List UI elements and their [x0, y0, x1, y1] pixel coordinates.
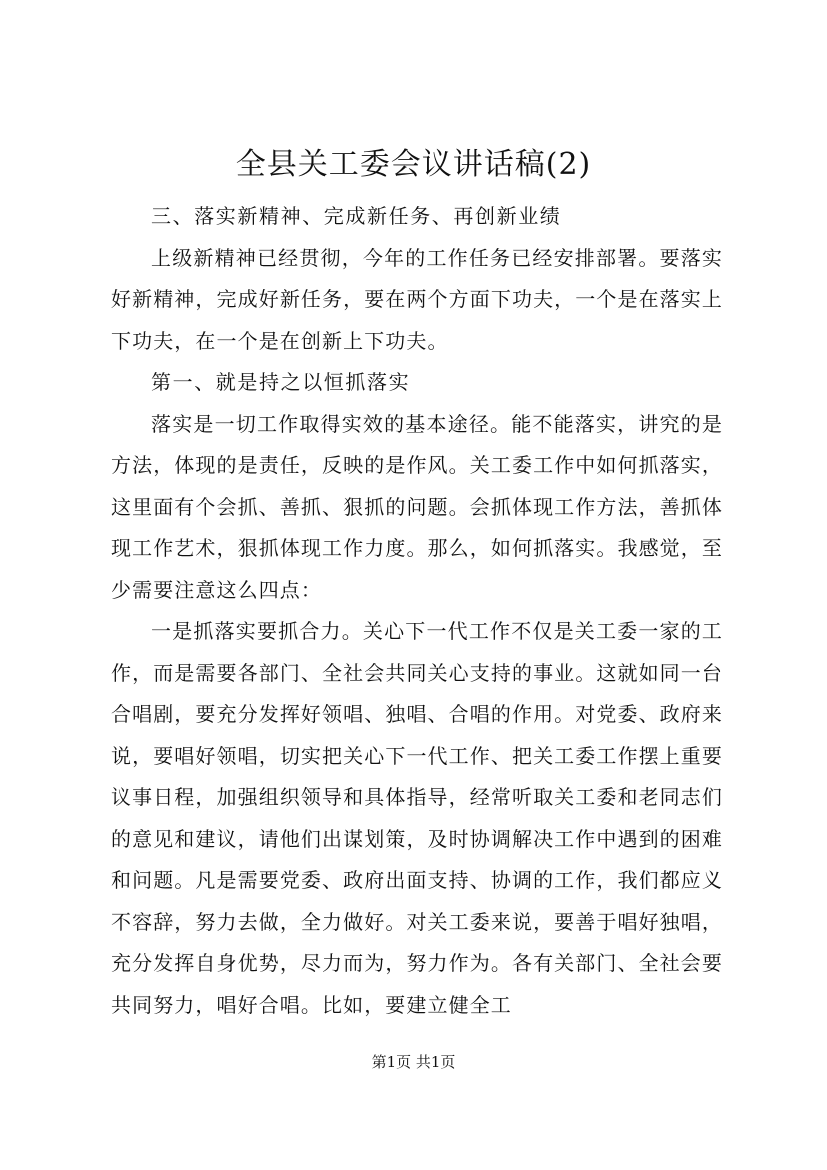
- document-body: [111, 196, 723, 1026]
- page-title: 全县关工委会议讲话稿(2): [235, 147, 592, 182]
- section-heading: 三、落实新精神、完成新任务、再创新业绩: [151, 204, 562, 228]
- paragraph: 落实是一切工作取得实效的基本途径。能不能落实，讲究的是方法，体现的是责任，反映的是作风。关工委工作中如何抓落实，这里面有个会抓、善抓、狠抓的问题。会抓体现工作方法，善抓体现工作艺术，狠抓体现工作力度。那么，如何抓落实。我感觉，至少需要注意这么四点：: [111, 411, 723, 602]
- page-footer: 第1页 共1页: [371, 1053, 456, 1071]
- paragraph: 上级新精神已经贯彻，今年的工作任务已经安排部署。要落实好新精神，完成好新任务，要在两个方面下功夫，一个是在落实上下功夫，在一个是在创新上下功夫。: [111, 245, 723, 353]
- subsection-heading: 第一、就是持之以恒抓落实: [151, 370, 411, 394]
- paragraph: 一是抓落实要抓合力。关心下一代工作不仅是关工委一家的工作，而是需要各部门、全社会共同关心支持的事业。这就如同一台合唱剧，要充分发挥好领唱、独唱、合唱的作用。对党委、政府来说，要唱好领唱，切实把关心下一代工作、把关工委工作摆上重要议事日程，加强组织领导和具体指导，经常听取关工委和老同志们的意见和建议，请他们出谋划策，及时协调解决工作中遇到的困难和问题。凡是需要党委、政府出面支持、协调的工作，我们都应义不容辞，努力去做，全力做好。对关工委来说，要善于唱好独唱，充分发挥自身优势，尽力而为，努力作为。各有关部门、全社会要共同努力，唱好合唱。比如，要建立健全工: [111, 619, 723, 1017]
